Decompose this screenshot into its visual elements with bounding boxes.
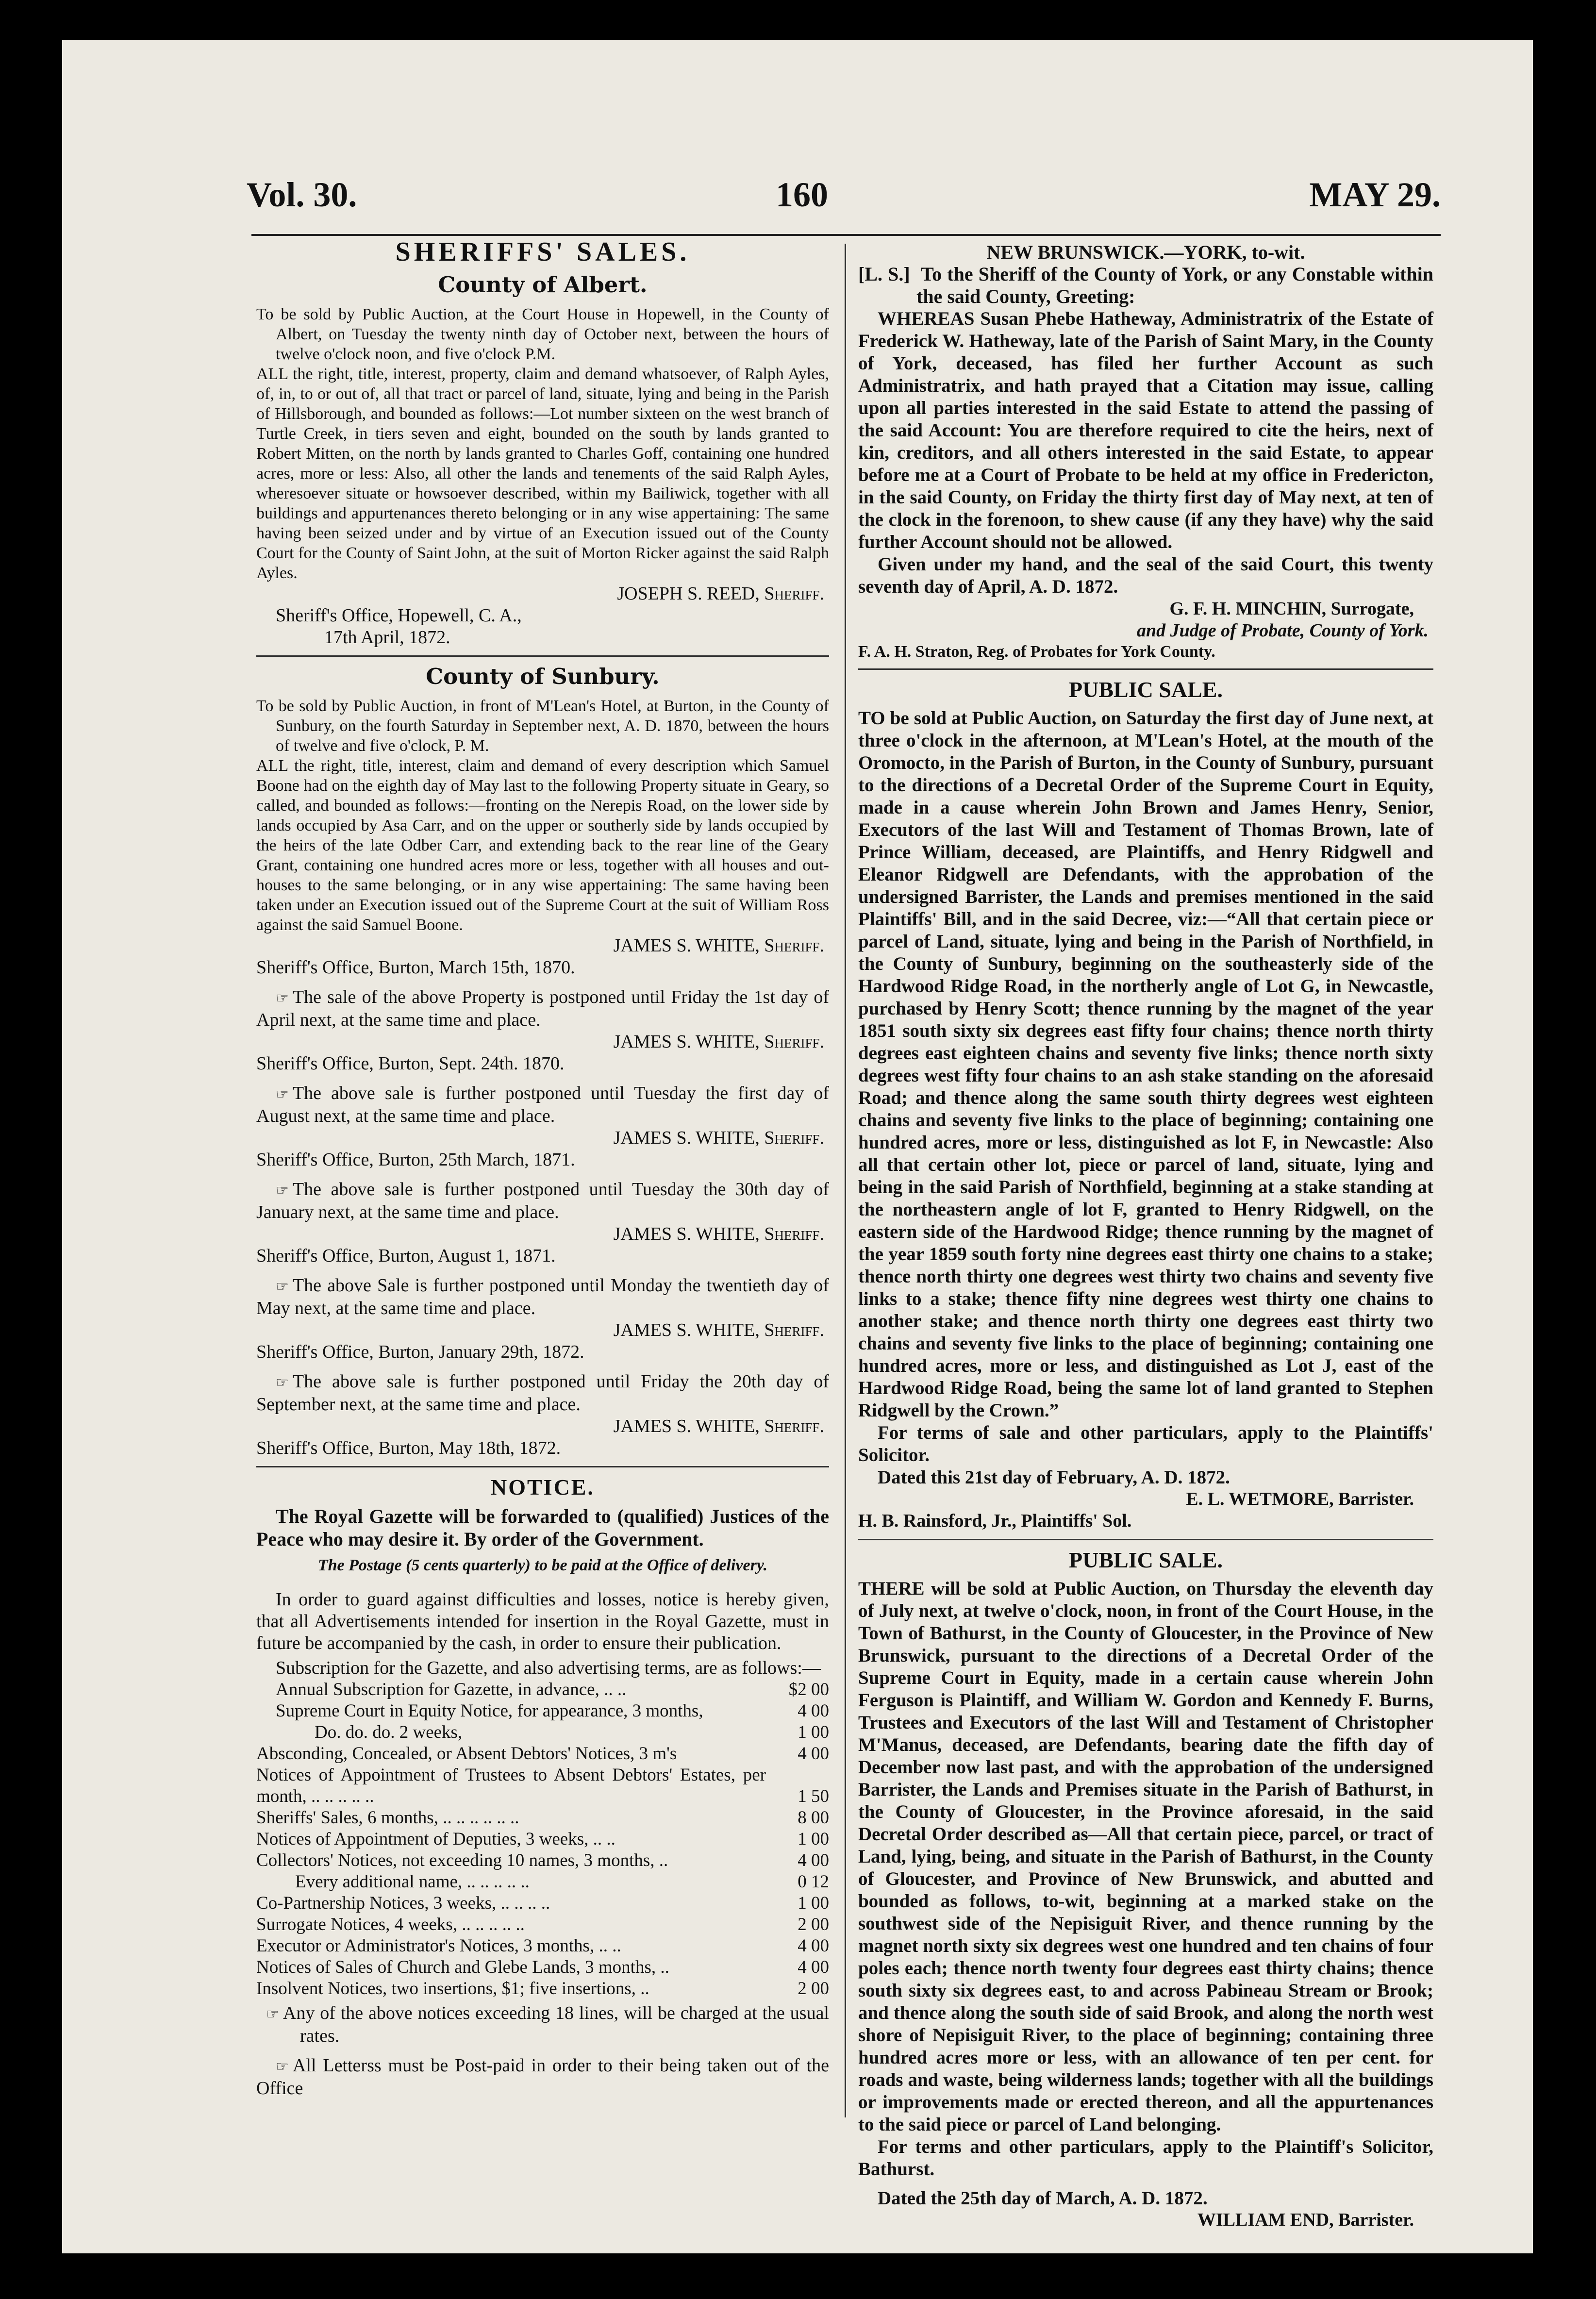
- fee-row: [256, 1700, 829, 1722]
- fee-amount: 1 00: [798, 1722, 829, 1742]
- fee-row: [256, 1850, 829, 1871]
- fee-amount: 4 00: [798, 1850, 829, 1870]
- pointing-hand-icon: ☞: [276, 2058, 289, 2075]
- fee-label: Insolvent Notices, two insertions, $1; five insertions, ..: [256, 1979, 649, 1999]
- page-header: [247, 150, 1441, 233]
- fee-label: Notices of Appointment of Trustees to Absent Debtors' Estates, per month, .. .. .. .. ..: [256, 1765, 766, 1806]
- sunbury-signature: JAMES S. WHITE, Sheriff.: [613, 935, 824, 956]
- sheriffs-sales-title: SHERIFFS' SALES.: [395, 237, 690, 267]
- albert-heading: County of Albert.: [438, 272, 648, 298]
- fee-label: Sheriffs' Sales, 6 months, .. .. .. .. .. ..: [256, 1808, 519, 1828]
- fee-amount: 4 00: [798, 1957, 829, 1977]
- postponement-text: The sale of the above Property is postponed until Friday the 1st day of April next, at the same time and place.: [256, 987, 829, 1030]
- fee-amount: 1 00: [798, 1893, 829, 1913]
- york-heading: NEW BRUNSWICK.—YORK, to-wit.: [986, 241, 1305, 263]
- newspaper-page: [62, 40, 1533, 2253]
- york-citation: WHEREAS Susan Phebe Hatheway, Administratrix of the Estate of Frederick W. Hatheway, late of the Parish of Saint Mary, in the County of York, deceased, has filed her further Account as such Administratrix, and hath prayed that a Citation may issue, calling upon all parties interested in the said Estate to attend the passing of the said Account: You are therefore required to cite the heirs, next of kin, creditors, and all others interested in the said Estate, to appear before me at a Court of Probate to be held at my office in Fredericton, in the said County, on Friday the thirty first day of May next, at ten of the clock in the forenoon, to shew cause (if any they have) why the said further Account should not be allowed.: [858, 308, 1433, 552]
- fee-amount: 8 00: [798, 1808, 829, 1828]
- volume-number: Vol. 30.: [247, 175, 357, 214]
- exceeding-note: ☞ Any of the above notices exceeding 18 lines, will be charged at the usual rates.: [266, 2003, 829, 2046]
- postponement-signature: JAMES S. WHITE, Sheriff.: [613, 1128, 824, 1148]
- right-column: [858, 241, 1433, 2231]
- postponement-text: The above sale is further postponed until Tuesday the first day of August next, at the same time and place.: [256, 1083, 829, 1126]
- pointing-hand-icon: ☞: [276, 1374, 289, 1391]
- header-rule: [251, 234, 1441, 236]
- end-signature: WILLIAM END, Barrister.: [1197, 2210, 1414, 2230]
- fee-label: Collectors' Notices, not exceeding 10 names, 3 months, ..: [256, 1850, 668, 1870]
- postponement-notices: [256, 986, 829, 1459]
- postponement: [256, 1083, 829, 1171]
- fee-label: Co-Partnership Notices, 3 weeks, .. .. .. ..: [256, 1893, 550, 1913]
- gloucester-public-sale-body: THERE will be sold at Public Auction, on Thursday the eleventh day of July next, at twelve o'clock, noon, in front of the Court House, in the Town of Bathurst, in the County of Gloucester, in the Province of New Brunswick, pursuant to the directions of a Decretal Order of the Supreme Court in Equity, made in a certain cause wherein John Ferguson is Plaintiff, and William W. Gordon and Kennedy F. Burns, Trustees and Executors of the last Will and Testament of Christopher M'Manus, deceased, are Defendants, bearing date the fifth day of December now last past, and with the approbation of the undersigned Barrister, the Lands and Premises situate in the Parish of Bathurst, in the County of Gloucester, in the Province aforesaid, in the said Decretal Order described as—All that certain piece, parcel, or tract of Land, lying, being, and situate in the Parish of Bathurst, in the County of Gloucester, and Province of New Brunswick, and abutted and bounded as follows, to-wit, beginning at a marked stake on the southwest side of the Nepisiguit River, and thence running by the magnet north sixty six degrees west one hundred and ten chains of four poles each; thence north twenty four degrees east thirty chains; thence south sixty six degrees east, to and across Pabineau Stream or Brook; and thence along the south side of said Brook, and along the north west shore of Nepisiguit River, to the place of beginning; containing three hundred acres more or less, with an allowance of ten per cent. for roads and waste, being wilderness lands; together with all the buildings or improvements made or erected thereon, and all the appurtenances to the said piece or parcel of Land belonging.: [858, 1578, 1433, 2135]
- pointing-hand-icon: ☞: [276, 1278, 289, 1295]
- postponement-text: The above sale is further postponed until Tuesday the 30th day of January next, at the same time and place.: [256, 1179, 829, 1222]
- sunbury-public-sale-body: TO be sold at Public Auction, on Saturday the first day of June next, at three o'clock in the afternoon, at M'Lean's Hotel, at the mouth of the Oromocto, in the Parish of Burton, in the County of Sunbury, pursuant to the directions of a Decretal Order of the Supreme Court in Equity, made in a cause wherein John Brown and James Henry, Senior, Executors of the last Will and Testament of Thomas Brown, late of Prince William, deceased, are Plaintiffs, and Henry Ridgwell and Eleanor Ridgwell are Defendants, with the approbation of the undersigned Barrister, the Lands and premises mentioned in the said Plaintiffs' Bill, and in the said Decree, viz:—“All that certain piece or parcel of Land, situate, lying and being in the Parish of Northfield, in the County of Sunbury, beginning on the southeasterly side of the Hardwood Ridge Road, in the northerly angle of Lot G, in Newcastle, purchased by Henry Scott; thence running by the magnet of the year 1851 south sixty six degrees east fifty four chains; thence north thirty degrees east eighteen chains and seventy five links; thence north sixty degrees west fifty four chains to an ash stake standing on the aforesaid Road; and thence along the same south thirty degrees west eighteen chains and seventy five links to the place of beginning; containing one hundred acres, more or less, distinguished as lot F, in Newcastle: Also all that certain other lot, piece or parcel of land, situate, lying and being in the said Parish of Northfield, beginning at a stake standing at the northeastern angle of lot F, granted to Henry Ridgwell, on the eastern side of the Hardwood Ridge; thence running by the magnet of the year 1859 south forty nine degrees east thirty one chains to a stake; thence north thirty one degrees west thirty two chains and seventy five links to a stake; thence fifty nine degrees west thirty one chains to another stake; and thence north thirty one degrees east thirty two chains and seventy five links to the place of beginning; containing one hundred acres, more or less, and distinguished as Lot J, east of the Hardwood Ridge Road, being the same lot of land granted to Stephen Ridgwell by the Crown.”: [858, 708, 1433, 1421]
- sale1-dated: Dated this 21st day of February, A. D. 1872.: [878, 1467, 1230, 1488]
- fee-amount: 1 50: [798, 1786, 829, 1806]
- sunbury-heading: County of Sunbury.: [426, 664, 660, 689]
- fee-amount: $2 00: [788, 1680, 829, 1699]
- fee-amount: 4 00: [798, 1701, 829, 1721]
- sale2-terms: For terms and other particulars, apply to the Plaintiff's Solicitor, Bathurst.: [858, 2136, 1433, 2180]
- postponement-signature: JAMES S. WHITE, Sheriff.: [613, 1320, 824, 1340]
- plaintiffs-solicitor: H. B. Rainsford, Jr., Plaintiffs' Sol.: [858, 1511, 1132, 1531]
- postponement: [256, 1179, 829, 1267]
- terms-intro: Subscription for the Gazette, and also advertising terms, are as follows:—: [276, 1658, 821, 1678]
- page-number: 160: [776, 175, 828, 214]
- fee-row: [256, 1679, 829, 1700]
- albert-date: 17th April, 1872.: [324, 627, 450, 648]
- sale2-dated: Dated the 25th day of March, A. D. 1872.: [878, 2188, 1208, 2209]
- fee-amount: 0 12: [798, 1872, 829, 1892]
- postponement-signature: JAMES S. WHITE, Sheriff.: [613, 1416, 824, 1436]
- fee-row: [256, 1871, 829, 1893]
- left-column: [256, 237, 829, 2099]
- fee-label: Executor or Administrator's Notices, 3 months, .. ..: [256, 1936, 621, 1956]
- fee-label: Annual Subscription for Gazette, in advance, .. ..: [276, 1680, 627, 1699]
- postponement-office: Sheriff's Office, Burton, January 29th, 1872.: [256, 1342, 584, 1362]
- pointing-hand-icon: ☞: [276, 1182, 289, 1199]
- fee-row: [256, 1957, 829, 1978]
- york-address: [L. S.] To the Sheriff of the County of York, or any Constable within the said County, Greeting:: [858, 263, 1434, 307]
- fee-row: [256, 1807, 829, 1829]
- postponement-text: The above sale is further postponed until Friday the 20th day of September next, at the same time and place.: [256, 1371, 829, 1415]
- postponement-office: Sheriff's Office, Burton, Sept. 24th. 1870.: [256, 1053, 565, 1074]
- fee-table: [256, 1679, 829, 1999]
- gazette-notice: The Royal Gazette will be forwarded to (qualified) Justices of the Peace who may desire it. By order of the Government.: [256, 1505, 829, 1550]
- fee-row: [256, 1765, 829, 1807]
- albert-office: Sheriff's Office, Hopewell, C. A.,: [276, 605, 522, 626]
- fee-amount: 4 00: [798, 1936, 829, 1956]
- divider: [256, 655, 829, 657]
- postponement: [256, 1275, 829, 1363]
- fee-label: Notices of Appointment of Deputies, 3 weeks, .. ..: [256, 1829, 615, 1849]
- issue-date: MAY 29.: [1309, 175, 1441, 214]
- albert-signature: JOSEPH S. REED, Sheriff.: [617, 583, 824, 604]
- fee-amount: 1 00: [798, 1829, 829, 1849]
- probate-registrar: F. A. H. Straton, Reg. of Probates for York County.: [858, 643, 1215, 661]
- albert-body: ALL the right, title, interest, property, claim and demand whatsoever, of Ralph Ayles, of, in, to or out of, all that tract or parcel of land, situate, lying and being in the Parish of Hillsborough, and bounded as follows:—Lot number sixteen on the west branch of Turtle Creek, in tiers seven and eight, bounded on the south by lands granted to Robert Mitten, on the north by lands granted to Charles Goff, containing one hundred acres, more or less: Also, all other the lands and tenements of the said Ralph Ayles, wheresoever situate or howsoever described, within my Bailiwick, together with all buildings and appurtenances thereto belonging or in any wise appertaining: The same having been seized under and by virtue of an Execution issued out of the County Court for the County of Saint John, at the suit of Morton Ricker against the said Ralph Ayles.: [256, 365, 829, 582]
- fee-amount: 4 00: [798, 1744, 829, 1764]
- fee-row: [256, 1743, 829, 1765]
- postponement-signature: JAMES S. WHITE, Sheriff.: [613, 1224, 824, 1244]
- fee-row: [256, 1829, 829, 1850]
- postponement-office: Sheriff's Office, Burton, May 18th, 1872.: [256, 1438, 561, 1458]
- fee-label: Every additional name, .. .. .. .. ..: [295, 1872, 530, 1892]
- notice-title: NOTICE.: [491, 1475, 595, 1499]
- fee-row: [256, 1978, 829, 1999]
- postponement: [256, 986, 829, 1075]
- fee-row: [256, 1722, 829, 1743]
- postponement: [256, 1371, 829, 1459]
- seal-mark: [L. S.]: [858, 263, 910, 285]
- public-sale-title-2: PUBLIC SALE.: [1069, 1548, 1223, 1572]
- fee-row: [256, 1914, 829, 1935]
- fee-row: [256, 1935, 829, 1957]
- fee-label: Notices of Sales of Church and Glebe Lands, 3 months, ..: [256, 1957, 669, 1977]
- pointing-hand-icon: ☞: [266, 2006, 279, 2023]
- postponement-office: Sheriff's Office, Burton, August 1, 1871.: [256, 1246, 556, 1266]
- divider: [256, 1466, 829, 1467]
- postpaid-note: ☞ All Letterss must be Post-paid in order to their being taken out of the Office: [256, 2055, 829, 2099]
- divider: [858, 668, 1433, 670]
- sale1-terms: For terms of sale and other particulars, apply to the Plaintiffs' Solicitor.: [858, 1422, 1433, 1466]
- york-given: Given under my hand, and the seal of the said Court, this twenty seventh day of April, A. D. 1872.: [858, 554, 1433, 597]
- wetmore-signature: E. L. WETMORE, Barrister.: [1186, 1489, 1414, 1509]
- divider: [858, 1539, 1433, 1540]
- surrogate-signature: G. F. H. MINCHIN, Surrogate,: [1169, 599, 1414, 619]
- fee-label: Surrogate Notices, 4 weeks, .. .. .. .. ..: [256, 1915, 525, 1934]
- fee-label: Supreme Court in Equity Notice, for appearance, 3 months,: [276, 1701, 703, 1721]
- postponement-office: Sheriff's Office, Burton, 25th March, 1871.: [256, 1150, 575, 1170]
- column-divider: [845, 244, 846, 2117]
- sunbury-office: Sheriff's Office, Burton, March 15th, 1870.: [256, 957, 575, 978]
- fee-label: Absconding, Concealed, or Absent Debtors' Notices, 3 m's: [256, 1744, 677, 1764]
- probate-judge: and Judge of Probate, County of York.: [1136, 620, 1429, 641]
- postage-note: The Postage (5 cents quarterly) to be paid at the Office of delivery.: [317, 1556, 768, 1574]
- fee-amount: 2 00: [798, 1915, 829, 1934]
- postponement-signature: JAMES S. WHITE, Sheriff.: [613, 1032, 824, 1052]
- fee-row: [256, 1893, 829, 1914]
- sunbury-intro: To be sold by Public Auction, in front of M'Lean's Hotel, at Burton, in the County of Sunbury, on the fourth Saturday in September next, A. D. 1870, between the hours of twelve and five o'clock, P. M.: [256, 697, 829, 755]
- fee-label: Do. do. do. 2 weeks,: [315, 1722, 463, 1742]
- albert-intro: To be sold by Public Auction, at the Court House in Hopewell, in the County of Albert, on Tuesday the twenty ninth day of October next, between the hours of twelve o'clock noon, and five o'clock P.M.: [256, 305, 829, 363]
- sunbury-body: ALL the right, title, interest, claim and demand of every description which Samuel Boone had on the eighth day of May last to the following Property situate in Geary, so called, and bounded as follows:—fronting on the Nerepis Road, on the lower side by lands occupied by Asa Carr, and on the upper or southerly side by lands occupied by the heirs of the late Odber Carr, and extending back to the rear line of the Geary Grant, containing one hundred acres more or less, together with all houses and out-houses to the same belonging, or in any wise appertaining: The same having been taken under an Execution issued out of the Supreme Court at the suit of William Ross against the said Samuel Boone.: [256, 757, 829, 934]
- pointing-hand-icon: ☞: [276, 1086, 289, 1103]
- public-sale-title-1: PUBLIC SALE.: [1069, 677, 1223, 702]
- cash-notice: In order to guard against difficulties and losses, notice is hereby given, that all Advertisements intended for insertion in the Royal Gazette, must in future be accompanied by the cash, in order to ensure their publication.: [256, 1589, 829, 1653]
- postponement-text: The above Sale is further postponed until Monday the twentieth day of May next, at the same time and place.: [256, 1275, 829, 1318]
- fee-amount: 2 00: [798, 1979, 829, 1999]
- pointing-hand-icon: ☞: [276, 990, 289, 1007]
